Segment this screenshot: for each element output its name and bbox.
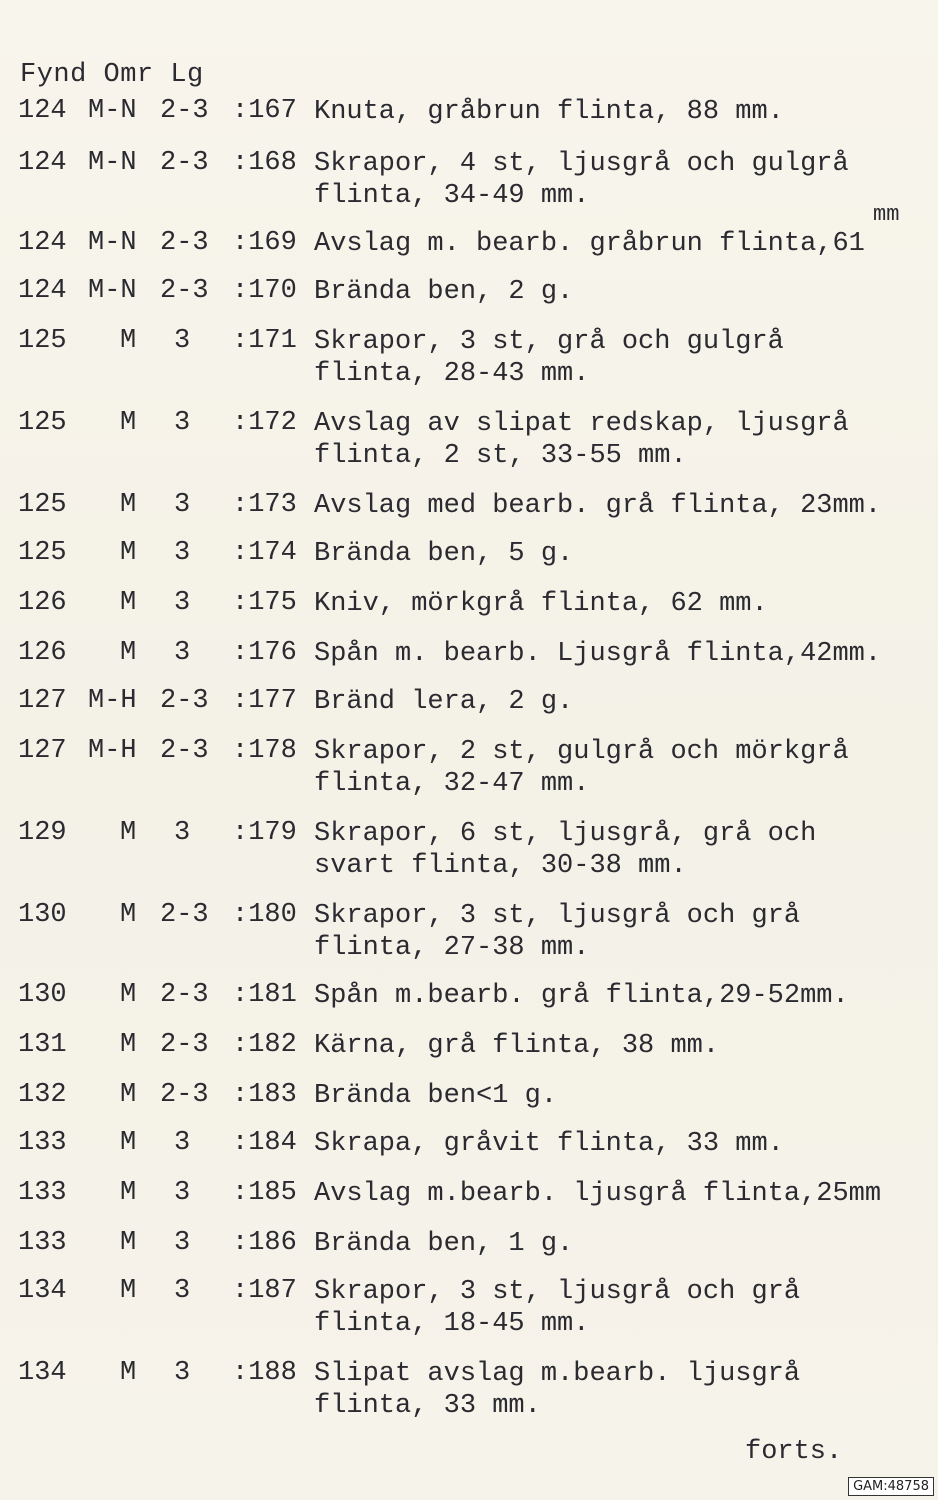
- find-number: 124: [18, 276, 67, 306]
- description: [314, 490, 881, 522]
- description-line-1: Skrapor, 4 st, ljusgrå och gulgrå: [314, 149, 849, 179]
- layer: 3: [174, 1276, 191, 1306]
- description-line-2: flinta, 18-45 mm.: [314, 1309, 590, 1339]
- area: M: [120, 1358, 137, 1388]
- description-line-1: Skrapor, 3 st, ljusgrå och grå: [314, 901, 801, 931]
- margin-note: mm: [873, 202, 900, 227]
- catalog-number: :170: [232, 276, 297, 306]
- catalog-number: :187: [232, 1276, 297, 1306]
- description-line-1: Brända ben<1 g.: [314, 1081, 558, 1111]
- header-lg: Lg: [170, 60, 204, 90]
- description: [314, 900, 800, 964]
- catalog-number: :168: [232, 148, 297, 178]
- description-line-1: Avslag med bearb. grå flinta, 23mm.: [314, 491, 882, 521]
- layer: 3: [174, 490, 191, 520]
- area: M: [120, 1228, 137, 1258]
- description-line-1: Skrapor, 3 st, ljusgrå och grå: [314, 1277, 801, 1307]
- area: M-N: [88, 96, 137, 126]
- find-number: 127: [18, 686, 67, 716]
- layer: 2-3: [160, 736, 209, 766]
- description-line-2: flinta, 33 mm.: [314, 1391, 541, 1421]
- area: M: [120, 900, 137, 930]
- description-line-1: Skrapor, 3 st, grå och gulgrå: [314, 327, 784, 357]
- catalog-number: :180: [232, 900, 297, 930]
- description: [314, 588, 768, 620]
- description-line-1: Brända ben, 5 g.: [314, 539, 574, 569]
- layer: 3: [174, 1358, 191, 1388]
- description: [314, 1276, 800, 1340]
- description-line-2: flinta, 2 st, 33-55 mm.: [314, 441, 687, 471]
- layer: 3: [174, 326, 191, 356]
- description-line-1: Brända ben, 2 g.: [314, 277, 574, 307]
- description-line-1: Knuta, gråbrun flinta, 88 mm.: [314, 97, 784, 127]
- header-fynd: Fynd: [20, 60, 87, 90]
- description: [314, 408, 849, 472]
- area: M-H: [88, 736, 137, 766]
- column-header: [20, 60, 204, 90]
- catalog-number: :188: [232, 1358, 297, 1388]
- find-number: 133: [18, 1178, 67, 1208]
- area: M-H: [88, 686, 137, 716]
- description-line-1: Slipat avslag m.bearb. ljusgrå: [314, 1359, 801, 1389]
- find-number: 133: [18, 1228, 67, 1258]
- layer: 2-3: [160, 148, 209, 178]
- find-number: 132: [18, 1080, 67, 1110]
- area: M: [120, 588, 137, 618]
- description: [314, 148, 849, 212]
- find-number: 133: [18, 1128, 67, 1158]
- description: [314, 736, 849, 800]
- area: M-N: [88, 276, 137, 306]
- catalog-number: :185: [232, 1178, 297, 1208]
- area: M: [120, 638, 137, 668]
- catalog-number: :169: [232, 228, 297, 258]
- description: [314, 638, 881, 670]
- catalog-number: :186: [232, 1228, 297, 1258]
- layer: 2-3: [160, 96, 209, 126]
- description: [314, 1128, 784, 1160]
- description: [314, 686, 573, 718]
- find-number: 131: [18, 1030, 67, 1060]
- description: [314, 538, 573, 570]
- description-line-1: Avslag av slipat redskap, ljusgrå: [314, 409, 849, 439]
- description-line-1: Skrapa, gråvit flinta, 33 mm.: [314, 1129, 784, 1159]
- description: [314, 818, 816, 882]
- area: M: [120, 1178, 137, 1208]
- find-number: 124: [18, 228, 67, 258]
- layer: 2-3: [160, 228, 209, 258]
- layer: 3: [174, 1228, 191, 1258]
- description-line-1: Skrapor, 6 st, ljusgrå, grå och: [314, 819, 817, 849]
- find-number: 126: [18, 588, 67, 618]
- catalog-number: :174: [232, 538, 297, 568]
- description-line-1: Bränd lera, 2 g.: [314, 687, 574, 717]
- description-line-1: Brända ben, 1 g.: [314, 1229, 574, 1259]
- layer: 2-3: [160, 1080, 209, 1110]
- layer: 3: [174, 818, 191, 848]
- area: M: [120, 1128, 137, 1158]
- find-number: 125: [18, 490, 67, 520]
- catalog-number: :176: [232, 638, 297, 668]
- catalog-number: :181: [232, 980, 297, 1010]
- find-number: 124: [18, 96, 67, 126]
- area: M-N: [88, 148, 137, 178]
- layer: 3: [174, 408, 191, 438]
- description: [314, 1178, 881, 1210]
- layer: 3: [174, 1178, 191, 1208]
- catalog-number: :182: [232, 1030, 297, 1060]
- catalog-number: :178: [232, 736, 297, 766]
- area: M: [120, 980, 137, 1010]
- description: [314, 276, 573, 308]
- catalog-number: :167: [232, 96, 297, 126]
- area: M: [120, 1030, 137, 1060]
- description-line-2: flinta, 34-49 mm.: [314, 181, 590, 211]
- area: M: [120, 538, 137, 568]
- layer: 2-3: [160, 686, 209, 716]
- find-number: 125: [18, 408, 67, 438]
- catalog-number: :172: [232, 408, 297, 438]
- archive-stamp: GAM:48758: [848, 1477, 934, 1496]
- description: [314, 1030, 719, 1062]
- layer: 2-3: [160, 980, 209, 1010]
- description: [314, 980, 849, 1012]
- description: [314, 228, 865, 260]
- area: M: [120, 1080, 137, 1110]
- description-line-2: flinta, 32-47 mm.: [314, 769, 590, 799]
- find-number: 126: [18, 638, 67, 668]
- description-line-2: flinta, 27-38 mm.: [314, 933, 590, 963]
- description-line-1: Kniv, mörkgrå flinta, 62 mm.: [314, 589, 768, 619]
- catalog-number: :171: [232, 326, 297, 356]
- description-line-1: Spån m. bearb. Ljusgrå flinta,42mm.: [314, 639, 882, 669]
- layer: 3: [174, 588, 191, 618]
- find-number: 124: [18, 148, 67, 178]
- continued-note: forts.: [745, 1437, 843, 1467]
- area: M: [120, 326, 137, 356]
- area: M: [120, 408, 137, 438]
- layer: 2-3: [160, 276, 209, 306]
- find-number: 134: [18, 1358, 67, 1388]
- description: [314, 326, 784, 390]
- find-number: 125: [18, 326, 67, 356]
- find-number: 134: [18, 1276, 67, 1306]
- description-line-1: Avslag m. bearb. gråbrun flinta,61: [314, 229, 865, 259]
- header-omr: Omr: [103, 60, 154, 90]
- catalog-number: :175: [232, 588, 297, 618]
- layer: 3: [174, 638, 191, 668]
- catalog-number: :179: [232, 818, 297, 848]
- area: M: [120, 1276, 137, 1306]
- find-number: 127: [18, 736, 67, 766]
- catalog-number: :184: [232, 1128, 297, 1158]
- description-line-2: flinta, 28-43 mm.: [314, 359, 590, 389]
- description-line-1: Skrapor, 2 st, gulgrå och mörkgrå: [314, 737, 849, 767]
- find-number: 129: [18, 818, 67, 848]
- description-line-2: svart flinta, 30-38 mm.: [314, 851, 687, 881]
- area: M: [120, 490, 137, 520]
- description: [314, 1358, 800, 1422]
- description-line-1: Kärna, grå flinta, 38 mm.: [314, 1031, 720, 1061]
- layer: 3: [174, 1128, 191, 1158]
- find-number: 130: [18, 980, 67, 1010]
- catalog-number: :177: [232, 686, 297, 716]
- layer: 3: [174, 538, 191, 568]
- find-number: 125: [18, 538, 67, 568]
- layer: 2-3: [160, 900, 209, 930]
- catalog-number: :173: [232, 490, 297, 520]
- area: M: [120, 818, 137, 848]
- description: [314, 1080, 557, 1112]
- find-number: 130: [18, 900, 67, 930]
- description: [314, 1228, 573, 1260]
- description-line-1: Spån m.bearb. grå flinta,29-52mm.: [314, 981, 849, 1011]
- description: [314, 96, 784, 128]
- area: M-N: [88, 228, 137, 258]
- description-line-1: Avslag m.bearb. ljusgrå flinta,25mm: [314, 1179, 882, 1209]
- layer: 2-3: [160, 1030, 209, 1060]
- catalog-number: :183: [232, 1080, 297, 1110]
